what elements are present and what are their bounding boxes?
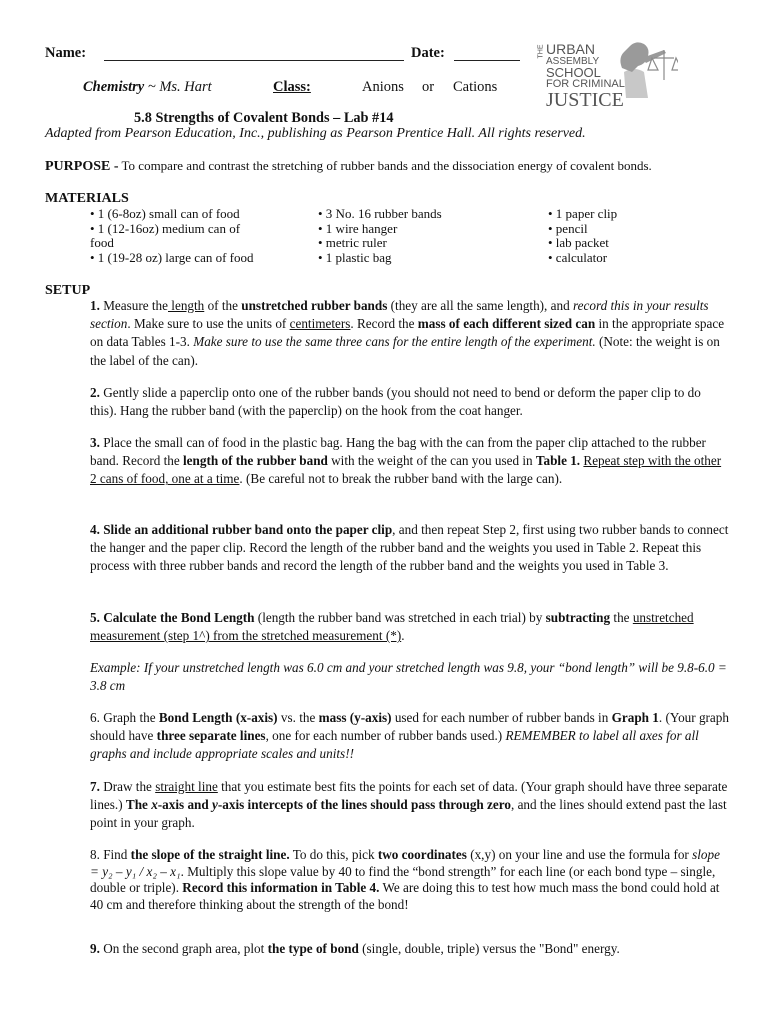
step-text: subtracting <box>545 610 611 625</box>
material-item: • metric ruler <box>318 235 387 251</box>
material-item: • 1 plastic bag <box>318 249 392 265</box>
purpose <box>45 158 652 175</box>
step-text: Place the small can of food in the plastic bag. Hang the bag with the can from the paper clip attached to the rubber band. Record the <box>90 435 706 469</box>
step-text: . Make sure to use the units of <box>127 316 290 332</box>
logo-line2: ASSEMBLY <box>546 56 600 67</box>
step-text: 3. <box>90 435 100 450</box>
step-paragraph <box>90 709 730 764</box>
material-item: • 3 No. 16 rubber bands <box>318 206 442 221</box>
step-text: straight line <box>155 779 218 794</box>
step-text: , and then repeat Step 2, first using two rubber bands to connect the hanger and the paper clip. Record the length of the rubber band and the weights you used in Table 2. Repeat this process with three rubber bands and record the length of the rubber band and the weights you used in Table 3. <box>90 522 729 574</box>
step-text: slope = y₂ – y₁ / x₂ – x₁ <box>90 847 720 879</box>
date-label: Date: <box>411 45 445 61</box>
step-text: REMEMBER to label all axes for all graphs and include appropriate scales and units!! <box>90 728 699 762</box>
materials-col-1 <box>90 207 254 265</box>
step-paragraph <box>90 847 730 913</box>
step-text: -axis intercepts of the lines should pass through zero <box>217 797 511 813</box>
step-text: 4. Slide an additional rubber band onto the paper clip <box>90 522 393 537</box>
credit-line: Adapted from Pearson Education, Inc., publishing as Pearson Prentice Hall. All rights reserved. <box>45 126 586 141</box>
step-text: (they are all the same length), and <box>387 298 573 313</box>
step-text: y <box>212 797 218 813</box>
class-label: Class: <box>273 79 311 95</box>
step-2 <box>90 384 730 420</box>
step-text: Draw the <box>99 779 156 794</box>
step-text: . (Be careful not to break the rubber band with the large can). <box>239 471 563 487</box>
step-text: 2. <box>90 385 100 400</box>
step-text: (Note: the weight is on the label of the can). <box>90 334 720 368</box>
material-item: • 1 paper clip <box>548 206 618 221</box>
step-text: unstretched measurement (step 1^) from the stretched measurement (*) <box>90 610 694 644</box>
step-text: Graph 1 <box>611 710 659 725</box>
step-text: the slope of the straight line. <box>130 847 290 862</box>
material-item: • 1 wire hanger <box>318 220 398 236</box>
material-item: • lab packet <box>548 235 609 251</box>
step-1 <box>90 297 730 370</box>
logo-line1: URBAN <box>546 41 596 57</box>
materials-heading: MATERIALS <box>45 191 129 206</box>
step-text: Bond Length (x-axis) <box>158 710 278 725</box>
step-text: 8. Find <box>90 847 131 862</box>
materials-col-3 <box>548 207 617 265</box>
logo-the: THE <box>537 44 545 59</box>
step-text: the type of bond <box>267 941 359 956</box>
logo-line5: JUSTICE <box>546 89 624 111</box>
step-text: record this in your results section <box>90 298 709 332</box>
step-paragraph <box>90 297 730 370</box>
material-item: • calculator <box>548 249 608 265</box>
material-item: food <box>90 235 114 251</box>
name-label: Name: <box>45 45 87 61</box>
step-text: two coordinates <box>377 847 467 862</box>
step-6 <box>90 709 730 764</box>
step-paragraph <box>90 521 730 576</box>
class-or: or <box>422 79 435 95</box>
step-text: The <box>125 797 152 813</box>
step-text: used for each number of rubber bands in <box>391 710 612 725</box>
material-item: • 1 (6-8oz) small can of food <box>90 206 240 221</box>
name-field[interactable] <box>104 47 404 61</box>
step-text: mass (y-axis) <box>318 710 392 725</box>
step-text: We are doing this to test how much mass the bond could hold at 40 cm and therefore thinking about the strength of the bond! <box>90 880 720 912</box>
step-text: , one for each number of rubber bands used.) <box>265 728 506 744</box>
example: Example: If your unstretched length was 6.0 cm and your stretched length was 9.8, your “bond length” will be 9.8-6.0 = 3.8 cm <box>90 660 727 694</box>
purpose-text: To compare and contrast the stretching of rubber bands and the dissociation energy of covalent bonds. <box>121 158 652 173</box>
step-text: Table 1. <box>535 453 581 469</box>
step-3 <box>90 434 730 489</box>
step-7 <box>90 778 730 833</box>
step-text: vs. the <box>277 710 319 725</box>
materials-col-2 <box>318 207 442 265</box>
course-name: Chemistry <box>83 79 145 95</box>
step-text: 5. Calculate the Bond Length <box>90 610 255 625</box>
step-text: Make sure to use the same three cans for the entire length of the experiment. <box>193 334 596 350</box>
logo-line3: SCHOOL <box>546 65 601 80</box>
material-item: • 1 (19-28 oz) large can of food <box>90 249 254 265</box>
step-text: length of the rubber band <box>183 453 328 469</box>
step-text: . Record the <box>350 316 418 332</box>
step-text: three separate lines <box>156 728 266 744</box>
step-text: mass of each different sized can <box>417 316 596 332</box>
step-paragraph <box>90 384 730 420</box>
step-text: To do this, pick <box>289 847 378 862</box>
step-text: length <box>168 298 205 313</box>
step-text: Measure the <box>99 298 168 313</box>
step-4 <box>90 521 730 576</box>
step-text: On the second graph area, plot <box>99 941 268 956</box>
step-text: , and the lines should extend past the last point in your graph. <box>90 797 727 831</box>
step-text: of the <box>204 298 242 313</box>
step-text: in the appropriate space on data Tables 1-3. <box>90 316 725 350</box>
step-paragraph <box>90 434 730 489</box>
step-text: with the weight of the can you used in <box>327 453 536 469</box>
date-field[interactable] <box>454 47 520 61</box>
step-paragraph <box>90 778 730 833</box>
logo-line4: FOR CRIMINAL <box>546 78 625 90</box>
step-text: (length the rubber band was stretched in each trial) by <box>254 610 546 625</box>
step-text: 9. <box>90 941 100 956</box>
page-title: 5.8 Strengths of Covalent Bonds – Lab #14 <box>134 110 394 126</box>
material-item: • 1 (12-16oz) medium can of <box>90 220 241 236</box>
setup-heading: SETUP <box>45 283 91 298</box>
class-option-cations[interactable]: Cations <box>453 79 498 95</box>
course-line <box>83 79 212 96</box>
step-text: . Multiply this slope value by 40 to find the “bond strength” for each line (or each bond type – single, double or triple). <box>90 863 716 896</box>
step-text: x <box>151 797 158 813</box>
school-logo <box>538 38 678 110</box>
step-text: -axis and <box>157 797 213 813</box>
step-text: . <box>401 628 405 644</box>
step-text: Repeat step with the other 2 cans of food, one at a time <box>90 453 722 487</box>
step-paragraph <box>90 940 730 958</box>
step-text: that you estimate best fits the points for each set of data. (Your graph should have three separate lines.) <box>90 779 728 813</box>
step-text: . (Your graph should have <box>90 710 729 744</box>
step-8 <box>90 847 730 913</box>
step-text: 6. Graph the <box>90 710 159 725</box>
step-text: Record this information in Table 4. <box>182 880 380 896</box>
material-item: • pencil <box>548 220 588 236</box>
step-5 <box>90 609 730 645</box>
step-text: centimeters <box>289 316 351 332</box>
step-text: (x,y) on your line and use the formula for <box>466 847 693 862</box>
step-9 <box>90 940 730 958</box>
teacher-name: ~ Ms. Hart <box>147 79 212 95</box>
class-option-anions[interactable]: Anions <box>362 79 404 95</box>
step-text: unstretched rubber bands <box>241 298 388 313</box>
step-text: the <box>610 610 633 625</box>
step-text: Gently slide a paperclip onto one of the rubber bands (you should not need to bend or deform the paper clip to do this). Hang the rubber band (with the paperclip) on the hook from the coat hanger. <box>90 385 701 419</box>
step-text: (single, double, triple) versus the "Bond" energy. <box>358 941 620 956</box>
purpose-label: PURPOSE - <box>45 159 119 174</box>
step-paragraph <box>90 609 730 645</box>
step-text: 7. <box>90 779 100 794</box>
step-text: 1. <box>90 298 100 313</box>
